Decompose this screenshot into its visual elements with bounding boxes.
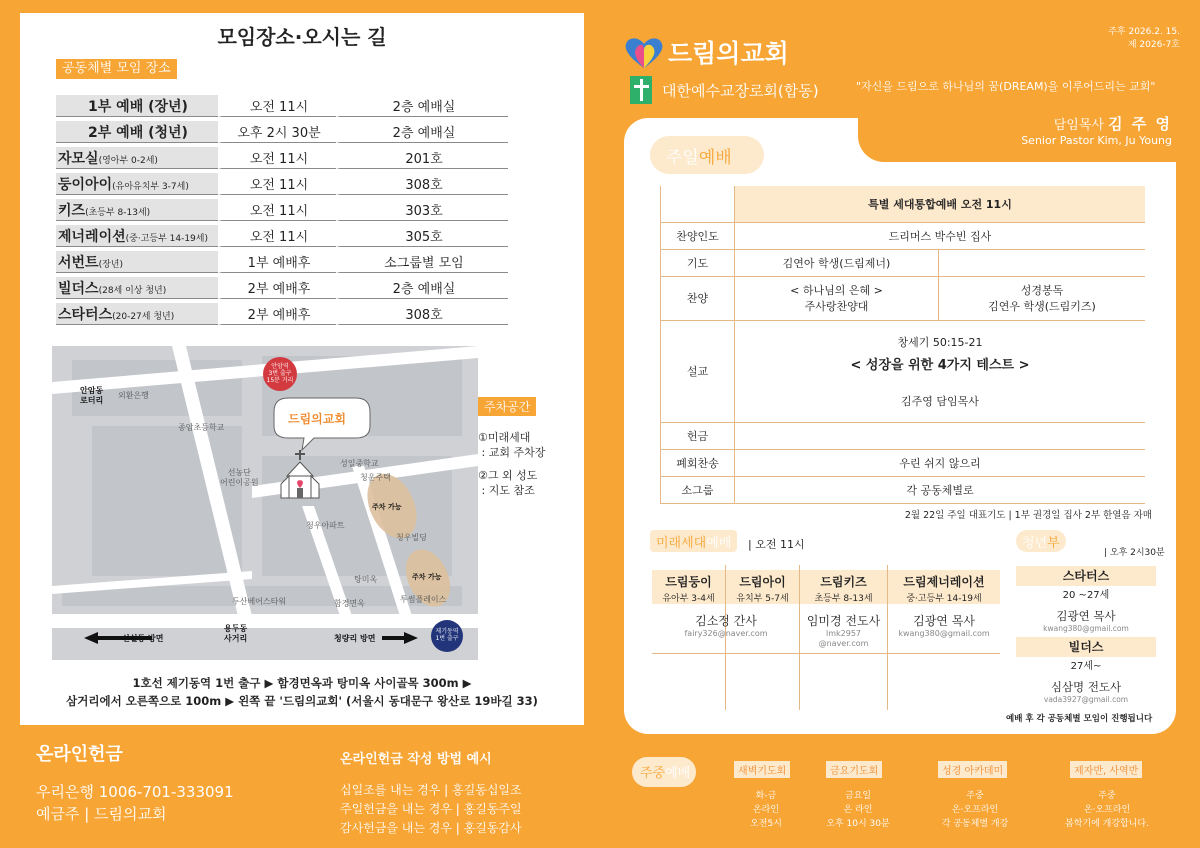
venue-group-name: 자모실 (58, 150, 99, 167)
venue-group-name: 키즈 (58, 202, 86, 219)
venue-row (56, 95, 508, 117)
venue-place: 308호 (336, 173, 508, 195)
future-col-name: 드림둥이 (665, 575, 712, 589)
section-label: 공동체별 모임 장소 (56, 59, 177, 79)
future-col-kids (800, 565, 888, 710)
youth-group-name: 빌더스 (1016, 637, 1156, 657)
venue-row (56, 251, 508, 273)
program-body-discipleship: 주중 온·오프라인 봄학기에 개강합니다. (1065, 791, 1149, 829)
venue-place: 303호 (336, 199, 508, 221)
program-title-friday: 금요기도회 (826, 761, 882, 778)
issue-number: 제 2026-7호 (1127, 40, 1180, 50)
map-bank: 외환은행 (118, 391, 149, 400)
directions-map (52, 346, 478, 660)
map-doosan: 두산베어스타워 (232, 597, 287, 606)
map-parking-b: 주차 가능 (412, 573, 442, 581)
venue-group-age: (장년) (98, 259, 123, 270)
venue-place: 소그룹별 모임 (336, 251, 508, 273)
youth-group-age: 20 ~27세 (1062, 590, 1110, 601)
parking-item-others: ②그 외 성도 : 지도 참조 (478, 469, 538, 497)
youth-groups (1016, 566, 1156, 704)
map-hamgyeong: 함경면옥 (334, 599, 365, 608)
hymn-label: 찬양 (661, 276, 735, 320)
venue-group-name: 스타터스 (58, 306, 113, 323)
venue-group (56, 173, 218, 195)
future-tab-a: 미래세대 (656, 536, 707, 551)
map-jongam-school: 종암초등학교 (178, 423, 225, 432)
directions-line-2: 삼거리에서 오른쪽으로 100m ▶ 왼쪽 끝 '드림의교회' (서울시 동대문구 왕산로 19바길 33) (66, 694, 538, 708)
offering-how-2: 주일헌금을 내는 경우 | 홍길동주일 (340, 802, 522, 816)
future-col-name: 드림키즈 (820, 575, 867, 589)
venue-group-age: (28세 이상 청년) (98, 285, 167, 296)
map-seongil-school: 성일중학교 (340, 459, 379, 468)
youth-note: 예배 후 각 공동체별 모임이 진행됩니다 (1006, 714, 1153, 724)
sermon-title: < 성장을 위한 4가지 테스트 > (850, 357, 1030, 373)
map-cheongwoo-bldg: 청우빌딩 (396, 533, 427, 542)
venue-group (56, 303, 218, 325)
venue-group-age: (유아유치부 3-7세) (112, 181, 189, 192)
church-logo-icon (624, 36, 664, 70)
weekly-tab-a: 주중 (640, 766, 666, 781)
future-teacher: 임미경 전도사 (806, 614, 881, 628)
future-col-name: 드림아이 (739, 575, 786, 589)
youth-worship-tab (1016, 530, 1066, 552)
prayer-label: 기도 (661, 249, 735, 276)
sunday-tab-a: 주일 (666, 148, 699, 168)
offering-title: 온라인헌금 (36, 744, 123, 765)
youth-teacher: 김광연 목사 (1056, 609, 1116, 623)
map-tusseom: 투썸플레이스 (400, 595, 447, 604)
small-group: 각 공동체별로 (735, 476, 1146, 503)
venue-table (56, 91, 508, 329)
venue-group (56, 147, 218, 169)
hymn-title: < 하나님의 은혜 > (790, 284, 883, 297)
youth-group-age: 27세~ (1070, 661, 1102, 672)
venue-place: 308호 (336, 303, 508, 325)
offering-bank: 우리은행 1006-701-333091 (36, 783, 234, 801)
venue-group-age: (영아부 0-2세) (98, 155, 158, 166)
hymn-choir: 주사랑찬양대 (804, 300, 869, 313)
venue-group-name: 1부 예배 (장년) (88, 98, 188, 115)
future-col-sub: 유치부 5-7세 (736, 594, 789, 604)
offering-label: 헌금 (661, 422, 735, 449)
future-col-generation (888, 565, 1000, 710)
map-church-label: 드림의교회 (288, 412, 346, 426)
pastor-name: 김 주 영 (1108, 115, 1172, 133)
future-worship-tab (650, 530, 737, 552)
offering-how-3: 감사헌금을 내는 경우 | 홍길동감사 (340, 821, 522, 835)
hymn-cell (735, 276, 939, 320)
youth-time: | 오후 2시30분 (1104, 548, 1165, 558)
parking-title: 주차공간 (478, 397, 536, 416)
church-vision: "자신을 드림으로 하나님의 꿈(DREAM)을 이루어드리는 교회" (856, 80, 1156, 93)
program-body-academy: 주중 온·오프라인 각 공동체별 개강 (941, 791, 1009, 829)
venue-group-name: 둥이아이 (58, 176, 113, 193)
pastor-english-name: Senior Pastor Kim, Ju Young (1021, 134, 1172, 147)
venue-row (56, 147, 508, 169)
youth-email: kwang380@gmail.com (1043, 624, 1129, 633)
program-title-dawn: 새벽기도회 (734, 761, 790, 778)
praise-label: 찬양인도 (661, 222, 735, 249)
map-sinseol-direction: 신설동 방면 (122, 634, 164, 643)
youth-group-name: 스타터스 (1016, 566, 1156, 586)
map-sunnongdan: 선농단 어린이공원 (220, 468, 259, 487)
venue-place: 2층 예배실 (336, 121, 508, 143)
map-yongdu: 용두동 사거리 (224, 624, 248, 643)
venue-group (56, 251, 218, 273)
venue-group-name: 2부 예배 (청년) (88, 124, 188, 141)
future-teacher: 김소정 간사 (695, 614, 757, 628)
parking-item-future: ①미래세대 : 교회 주차장 (478, 431, 546, 459)
denomination: 대한예수교장로회(합동) (662, 82, 819, 100)
venue-group-name: 제너레이션 (58, 228, 126, 245)
reading-label: 성경봉독 (1020, 284, 1064, 297)
venue-time: 2부 예배후 (218, 303, 336, 325)
sermon-label: 설교 (661, 320, 735, 422)
venue-group-name: 서번트 (58, 254, 99, 271)
map-parking-a: 주차 가능 (372, 503, 402, 511)
program-body-friday: 금요일 온 라인 오후 10시 30분 (826, 791, 890, 829)
future-col-name: 드림제너레이션 (903, 575, 985, 589)
venue-group-age: (중·고등부 14-19세) (125, 233, 208, 244)
sermon-reference: 창세기 50:15-21 (897, 335, 983, 349)
exit-1-label: 제기동역 1번 출구 (435, 628, 459, 642)
closing-hymn: 우린 쉬지 않으리 (735, 449, 1146, 476)
venue-group-age: (20-27세 청년) (112, 311, 175, 322)
representative-prayer: 2월 22일 주일 대표기도 | 1부 권경일 집사 2부 한열음 자매 (904, 510, 1152, 521)
worship-head: 특별 세대통합예배 오전 11시 (735, 186, 1146, 222)
future-generation-table (652, 565, 1000, 710)
venue-time: 오전 11시 (218, 225, 336, 247)
church-name: 드림의교회 (668, 39, 789, 68)
prayer-person: 김연아 학생(드림제너) (735, 249, 939, 276)
program-title-academy: 성경 아카데미 (938, 761, 1007, 778)
map-cheongun: 청운주택 (360, 473, 391, 482)
venue-place: 2층 예배실 (336, 277, 508, 299)
closing-hymn-label: 폐회찬송 (661, 449, 735, 476)
offering-holder: 예금주 | 드림의교회 (36, 805, 167, 823)
venue-row (56, 303, 508, 325)
venue-row (56, 121, 508, 143)
directions-line-1: 1호선 제기동역 1번 출구 ▶ 함경면옥과 탕미옥 사이골목 300m ▶ (132, 676, 472, 690)
future-tab-b: 예배 (706, 536, 732, 551)
pastor-line (1054, 113, 1172, 134)
sermon-cell (735, 320, 1146, 422)
venue-time: 오후 2시 30분 (218, 121, 336, 143)
map-roads (52, 346, 478, 660)
future-email: kwang380@gmail.com (898, 629, 990, 638)
future-time: | 오전 11시 (748, 538, 805, 551)
map-cheongnyang-direction: 청량리 방면 (334, 634, 376, 643)
venue-row (56, 173, 508, 195)
venue-group (56, 199, 218, 221)
issue-date (1108, 26, 1180, 52)
program-title-discipleship: 제자반, 사역반 (1070, 761, 1142, 778)
program-body-dawn: 화-금 온라인 오전5시 (750, 791, 782, 829)
map-tangmiok: 탕미옥 (354, 575, 378, 584)
venue-time: 1부 예배후 (218, 251, 336, 273)
future-col-sub: 중·고등부 14-19세 (906, 594, 982, 604)
offering-how-1: 십일조를 내는 경우 | 홍길동십일조 (340, 783, 522, 797)
youth-tab-a: 청년 (1022, 536, 1048, 551)
venue-row (56, 199, 508, 221)
future-email: fairy326@naver.com (684, 629, 768, 638)
venue-place: 305호 (336, 225, 508, 247)
venue-group (56, 95, 218, 117)
venue-group (56, 225, 218, 247)
future-col-sub: 초등부 8-13세 (814, 594, 873, 604)
venue-row (56, 225, 508, 247)
weekday-worship-tab (632, 757, 696, 787)
venue-group-name: 빌더스 (58, 280, 99, 297)
youth-tab-b: 부 (1047, 536, 1060, 551)
venue-time: 오전 11시 (218, 147, 336, 169)
sermon-preacher: 김주영 담임목사 (901, 394, 979, 408)
map-cheongwoo-apt: 청우아파트 (306, 521, 345, 530)
venue-time: 오전 11시 (218, 95, 336, 117)
venue-place: 201호 (336, 147, 508, 169)
venue-time: 2부 예배후 (218, 277, 336, 299)
future-col-sub: 유아부 3-4세 (662, 594, 715, 604)
exit-3-label: 안암역 3번 출구 15분 거리 (266, 363, 294, 384)
worship-order-table (660, 186, 1145, 504)
sunday-tab-b: 예배 (698, 148, 732, 168)
venue-time: 오전 11시 (218, 199, 336, 221)
future-email: lmk2957 @naver.com (818, 629, 869, 648)
venue-time: 오전 11시 (218, 173, 336, 195)
venue-place: 2층 예배실 (336, 95, 508, 117)
youth-teacher: 심삼명 전도사 (1050, 680, 1122, 694)
sunday-worship-tab (650, 136, 764, 174)
map-anam-rotary: 안암동 로터리 (80, 386, 104, 405)
weekly-tab-b: 예배 (665, 766, 691, 781)
page-title: 모임장소·오시는 길 (217, 25, 387, 49)
reading-person: 김연우 학생(드림키즈) (988, 300, 1096, 313)
pastor-label: 담임목사 (1053, 118, 1104, 133)
venue-page (20, 13, 584, 725)
small-group-label: 소그룹 (661, 476, 735, 503)
offering-how-title: 온라인헌금 작성 방법 예시 (340, 752, 492, 767)
youth-email: vada3927@gmail.com (1043, 695, 1129, 704)
parking-info (478, 396, 578, 498)
future-teacher: 김광연 목사 (913, 614, 975, 628)
date-line: 주후 2026.2. 15. (1108, 27, 1180, 37)
venue-group-age: (초등부 8-13세) (85, 207, 151, 218)
venue-group (56, 277, 218, 299)
praise-leader: 드리머스 박수빈 집사 (735, 222, 1146, 249)
venue-row (56, 277, 508, 299)
reading-cell (939, 276, 1146, 320)
venue-group (56, 121, 218, 143)
